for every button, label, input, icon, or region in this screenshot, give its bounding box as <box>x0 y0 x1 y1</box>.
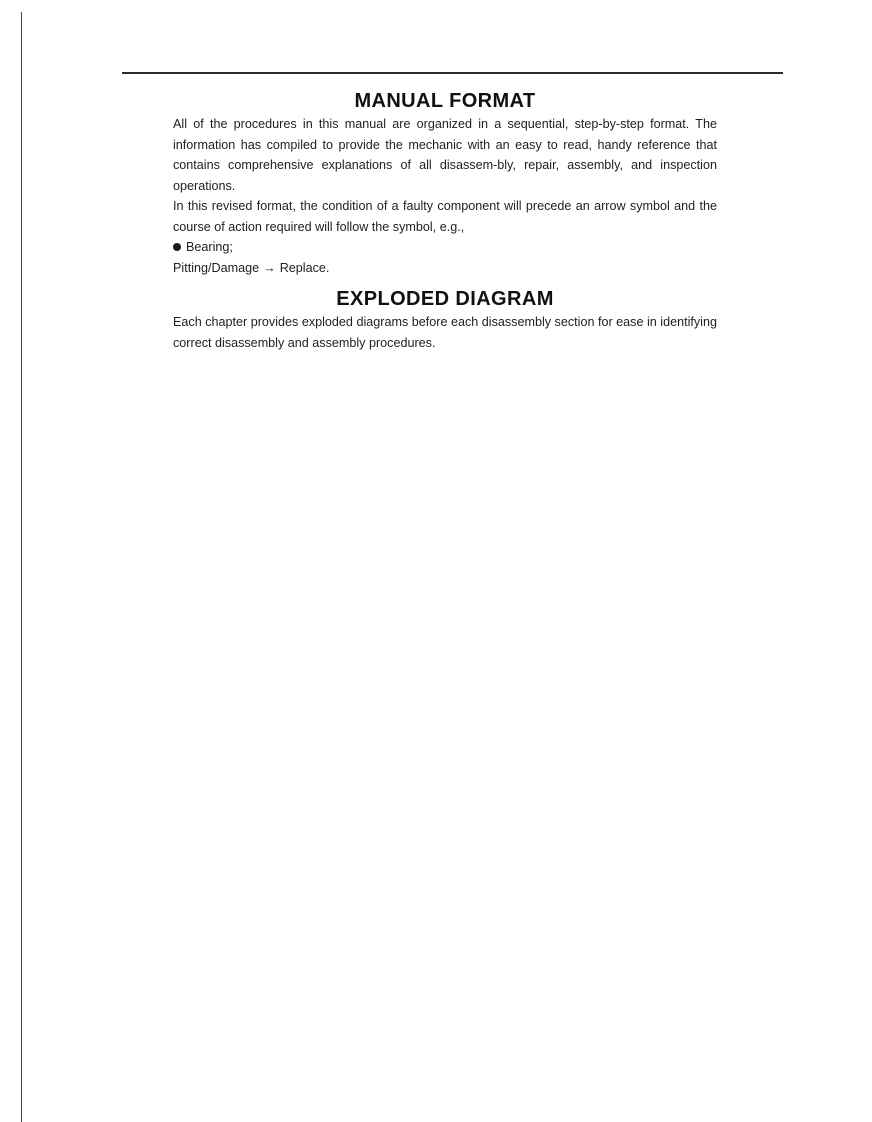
manual-format-paragraph-2: In this revised format, the condition of a faulty component will precede an arrow symbol and the course of action required will follow the symbol, e.g., <box>173 199 717 234</box>
example-condition: Pitting/Damage <box>173 260 260 275</box>
manual-format-heading: MANUAL FORMAT <box>354 90 536 112</box>
manual-format-section <box>173 90 717 278</box>
bullet-item-label: Bearing; <box>186 240 233 254</box>
header-rule <box>122 72 783 74</box>
bullet-item <box>173 237 717 258</box>
bullet-icon <box>173 243 181 251</box>
right-arrow-icon: → <box>263 260 276 275</box>
binding-edge-line <box>21 12 22 1122</box>
page-content <box>173 90 717 353</box>
exploded-diagram-section <box>173 288 717 353</box>
exploded-diagram-paragraph: Each chapter provides exploded diagrams before each disassembly section for ease in identifying correct disassembly and assembly procedures. <box>173 315 717 350</box>
manual-format-paragraph-1: All of the procedures in this manual are organized in a sequential, step-by-step format. The information has compiled to provide the mechanic with an easy to read, handy reference that contains comprehensive explanations of all disassem-bly, repair, assembly, and inspection operations. <box>173 117 717 193</box>
exploded-diagram-heading: EXPLODED DIAGRAM <box>336 288 554 310</box>
example-action: Replace. <box>279 260 330 275</box>
example-line <box>173 258 717 279</box>
